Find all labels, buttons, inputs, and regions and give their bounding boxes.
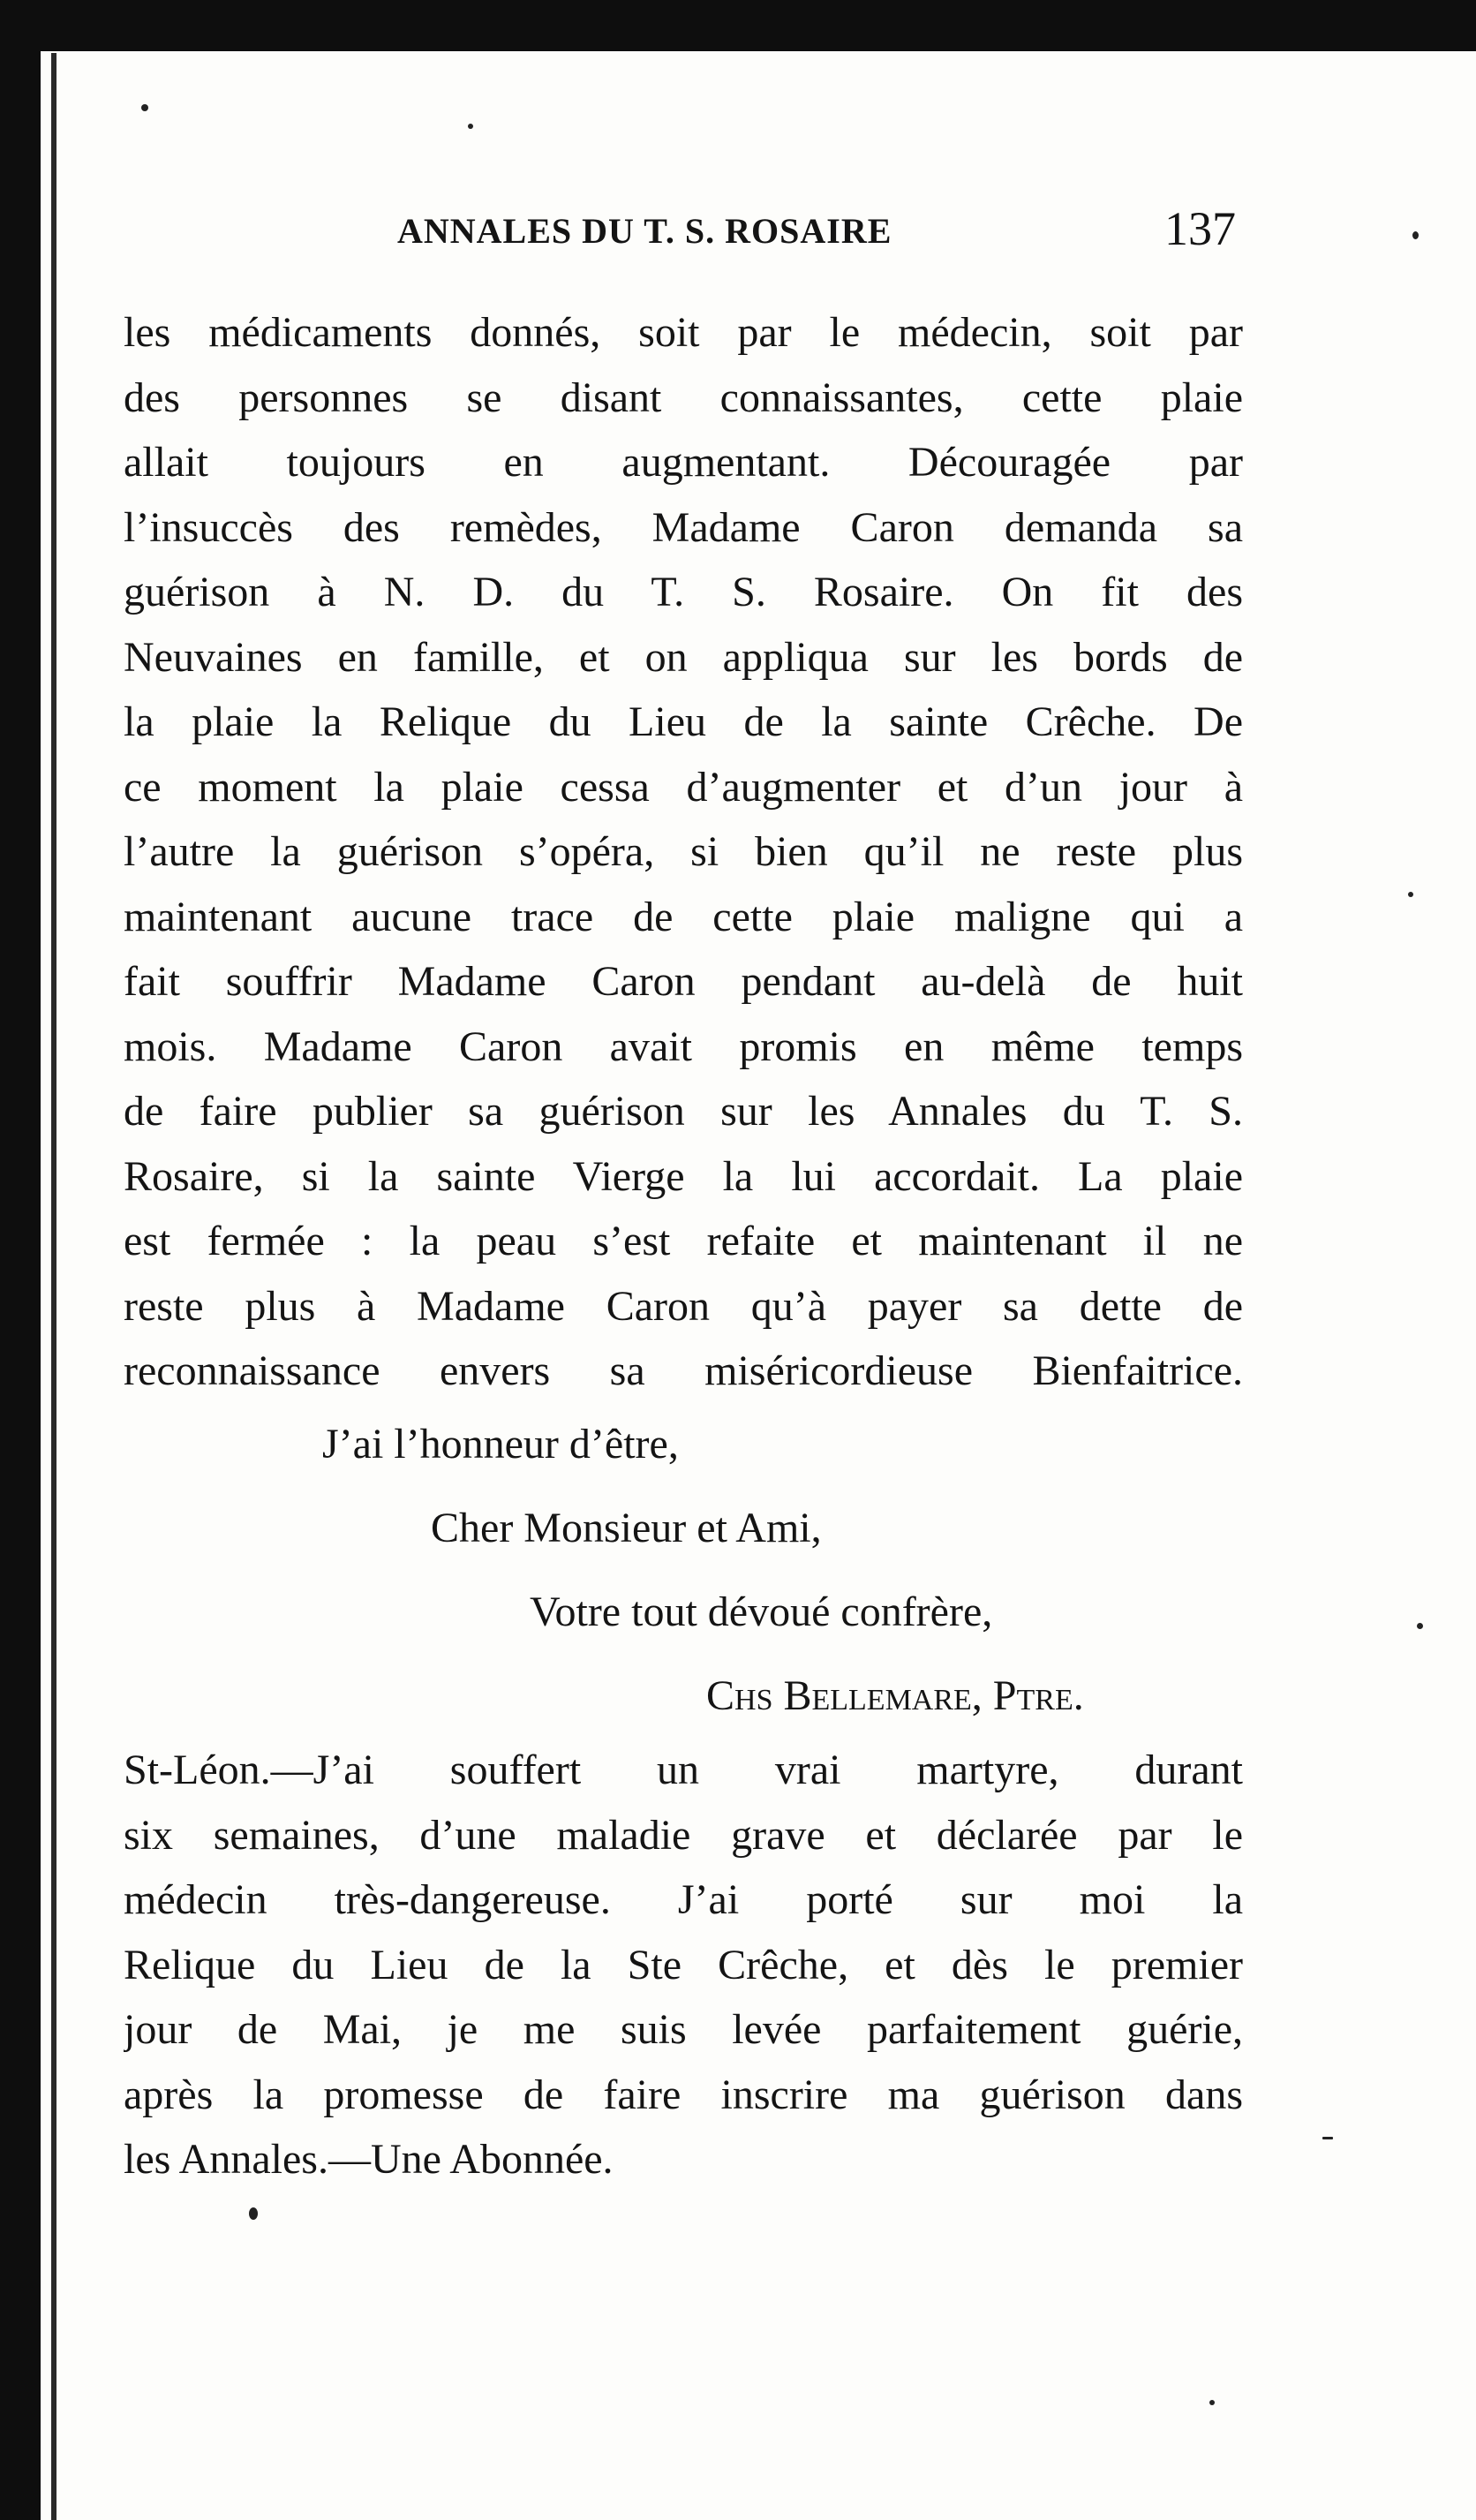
scan-speck [141, 104, 148, 111]
scan-speck [1408, 892, 1413, 897]
paragraph-st-leon-testimony [124, 1738, 1243, 2192]
signoff-line: Cher Monsieur et Ami, [431, 1505, 822, 1551]
text-line: mois. Madame Caron avait promis en même temps [124, 1022, 1243, 1070]
running-head: ANNALES DU T. S. ROSAIRE [397, 211, 892, 251]
text-line: de faire publier sa guérison sur les Annales du T. S. [124, 1088, 1243, 1135]
scan-left-border [0, 0, 41, 2520]
scan-top-border [0, 0, 1476, 51]
scan-speck [468, 124, 473, 129]
text-line: médecin très-dangereuse. J’ai porté sur moi la [124, 1876, 1243, 1923]
letter-signoff [124, 1402, 1243, 1738]
scan-speck [1322, 2137, 1333, 2139]
text-line: allait toujours en augmentant. Découragée par [124, 439, 1243, 486]
text-line: Rosaire, si la sainte Vierge la lui accordait. La plaie [124, 1152, 1243, 1200]
text-line: est fermée : la peau s’est refaite et maintenant il ne [124, 1218, 1243, 1264]
text-line: guérison à N. D. du T. S. Rosaire. On fit des [124, 569, 1243, 615]
text-line: l’autre la guérison s’opéra, si bien qu’il ne reste plus [124, 828, 1243, 875]
signoff-line: Votre tout dévoué confrère, [530, 1588, 993, 1635]
signature: Chs Bellemare, Ptre. [706, 1672, 1084, 1719]
text-line: reconnaissance envers sa miséricordieuse Bienfaitrice. [124, 1347, 1243, 1394]
scan-speck [249, 2207, 258, 2220]
text-line: après la promesse de faire inscrire ma guérison dans [124, 2071, 1243, 2118]
text-line: St-Léon.—J’ai souffert un vrai martyre, durant [124, 1747, 1243, 1793]
page-number: 137 [1164, 202, 1236, 255]
text-line: jour de Mai, je me suis levée parfaitement guérie, [124, 2006, 1243, 2053]
text-line: fait souffrir Madame Caron pendant au-delà de huit [124, 958, 1243, 1005]
scan-speck [1412, 231, 1419, 239]
text-line: reste plus à Madame Caron qu’à payer sa dette de [124, 1282, 1243, 1330]
text-line: Relique du Lieu de la Ste Crêche, et dès le premier [124, 1941, 1243, 1988]
text-line: les Annales.—Une Abonnée. [124, 2136, 614, 2183]
text-line: les médicaments donnés, soit par le médecin, soit par [124, 309, 1243, 356]
scan-speck [1417, 1623, 1423, 1629]
text-line: maintenant aucune trace de cette plaie maligne qui a [124, 893, 1243, 940]
text-line: six semaines, d’une maladie grave et déclarée par le [124, 1811, 1243, 1859]
text-line: la plaie la Relique du Lieu de la sainte Crêche. De [124, 698, 1243, 745]
text-line: Neuvaines en famille, et on appliqua sur les bords de [124, 633, 1243, 681]
text-line: des personnes se disant connaissantes, cette plaie [124, 373, 1243, 421]
page-header [124, 201, 1236, 272]
signoff-line: J’ai l’honneur d’être, [322, 1421, 679, 1467]
scan-speck [1209, 2400, 1215, 2405]
scan-left-shadow [51, 53, 56, 2520]
paragraph-miracle-account [124, 300, 1243, 1404]
text-line: ce moment la plaie cessa d’augmenter et d’un jour à [124, 763, 1243, 811]
text-line: l’insuccès des remèdes, Madame Caron demanda sa [124, 503, 1243, 551]
